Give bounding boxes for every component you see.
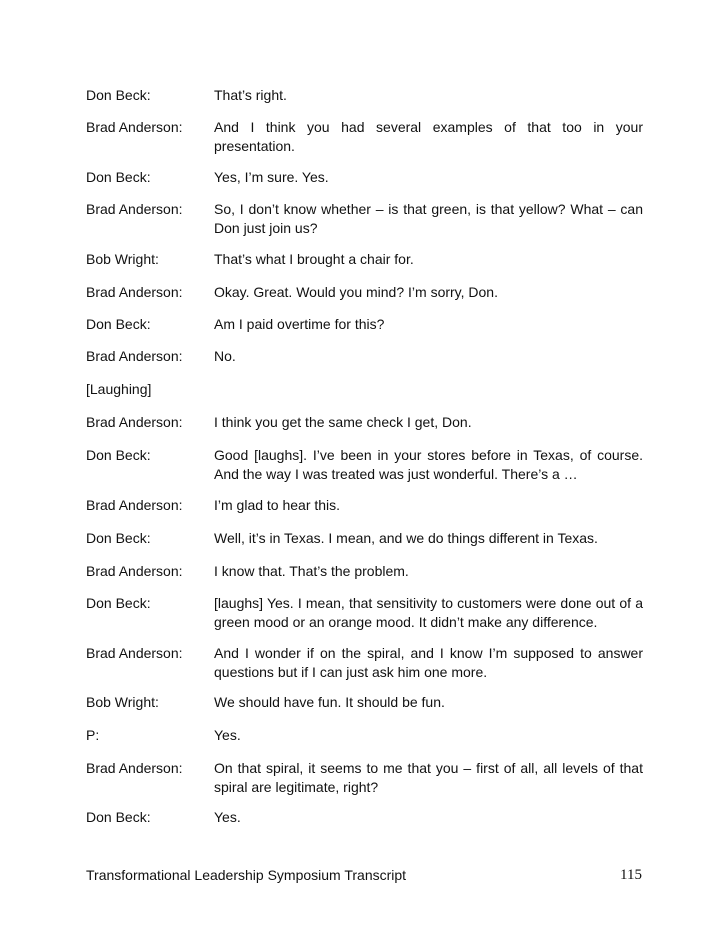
speaker-name: Brad Anderson: — [86, 497, 183, 513]
utterance-text: Okay. Great. Would you mind? I’m sorry, Don. — [214, 284, 498, 300]
speaker-name: Brad Anderson: — [86, 414, 183, 430]
utterance-text: No. — [214, 348, 236, 364]
utterance-text: Yes. — [214, 727, 241, 743]
utterance-text: And I think you had several examples of that too in your presentation. — [214, 119, 643, 154]
speaker-name: Brad Anderson: — [86, 201, 183, 217]
speaker-name: Don Beck: — [86, 87, 151, 103]
speaker-name: Don Beck: — [86, 169, 151, 185]
utterance-text: So, I don’t know whether – is that green, is that yellow? What – can Don just join us? — [214, 201, 643, 236]
footer-document-title: Transformational Leadership Symposium Transcript — [86, 867, 407, 883]
utterance-text: I’m glad to hear this. — [214, 497, 341, 513]
speaker-name: Brad Anderson: — [86, 284, 183, 300]
utterance-text: That’s right. — [214, 87, 287, 103]
utterance-text: Good [laughs]. I’ve been in your stores before in Texas, of course. And the way I was treated was just wonderful. There’s a … — [214, 447, 643, 482]
utterance-text: [laughs] Yes. I mean, that sensitivity to customers were done out of a green mood or an orange mood. It didn’t make any difference. — [214, 595, 643, 630]
utterance-text: Am I paid overtime for this? — [214, 316, 385, 332]
speaker-name: Don Beck: — [86, 447, 151, 463]
speaker-name: P: — [86, 727, 100, 743]
utterance-text: I think you get the same check I get, Don. — [214, 414, 472, 430]
speaker-name: Bob Wright: — [86, 694, 159, 710]
speaker-name: Brad Anderson: — [86, 563, 183, 579]
utterance-text: Yes, I’m sure. Yes. — [214, 169, 329, 185]
utterance-text: That’s what I brought a chair for. — [214, 251, 414, 267]
speaker-name: Don Beck: — [86, 809, 151, 825]
speaker-name: Brad Anderson: — [86, 645, 183, 661]
speaker-name: Brad Anderson: — [86, 348, 183, 364]
speaker-name: Brad Anderson: — [86, 119, 183, 135]
speaker-name: Don Beck: — [86, 530, 151, 546]
utterance-text: I know that. That’s the problem. — [214, 563, 409, 579]
utterance-text: We should have fun. It should be fun. — [214, 694, 445, 710]
speaker-name: Bob Wright: — [86, 251, 159, 267]
utterance-text: Yes. — [214, 809, 241, 825]
footer-page-number: 115 — [620, 867, 642, 883]
stage-direction: [Laughing] — [86, 381, 152, 397]
utterance-text: And I wonder if on the spiral, and I know I’m supposed to answer questions but if I can just ask him one more. — [214, 645, 643, 680]
speaker-name: Brad Anderson: — [86, 760, 183, 776]
speaker-name: Don Beck: — [86, 595, 151, 611]
speaker-name: Don Beck: — [86, 316, 151, 332]
utterance-text: On that spiral, it seems to me that you – first of all, all levels of that spiral are legitimate, right? — [214, 760, 643, 795]
utterance-text: Well, it’s in Texas. I mean, and we do things different in Texas. — [214, 530, 598, 546]
